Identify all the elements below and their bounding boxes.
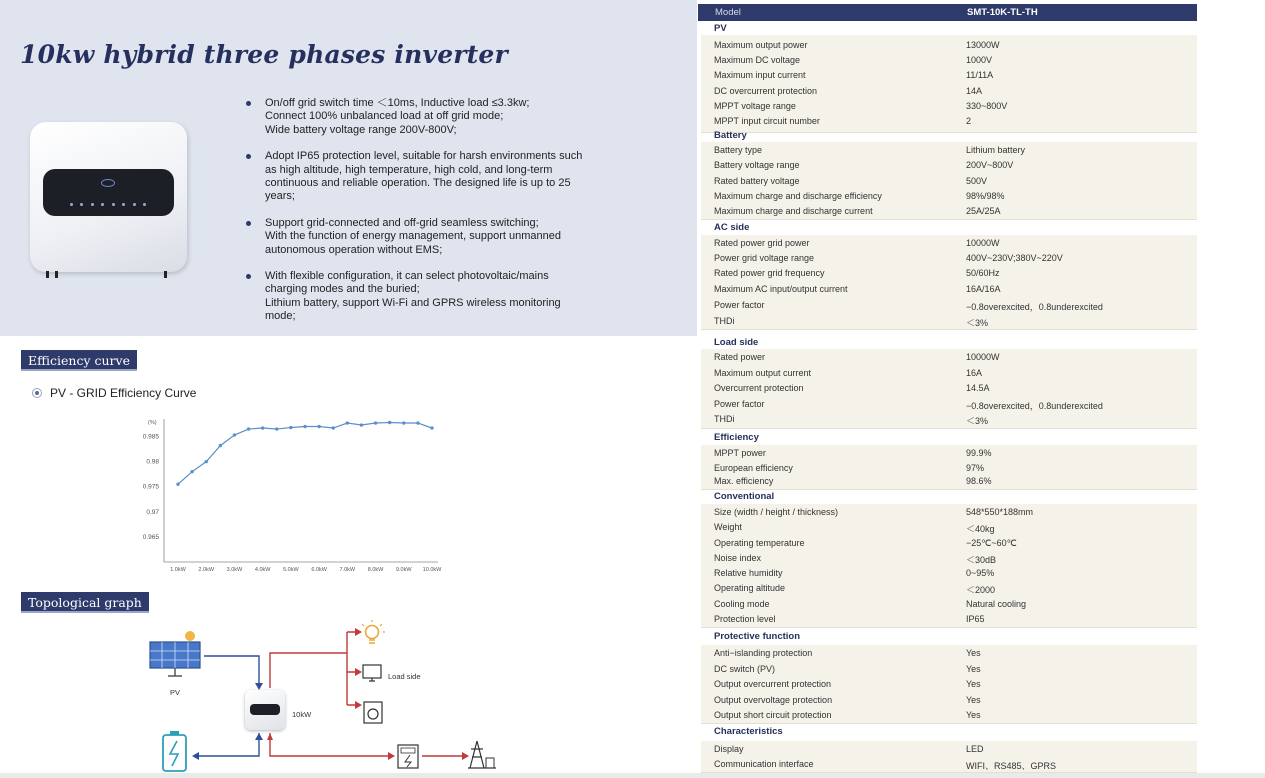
x-tick-label: 10.0kW — [422, 567, 442, 573]
spec-group-background — [701, 504, 1197, 628]
y-tick-label: 0.975 — [142, 483, 159, 491]
spec-key: THDi — [714, 316, 735, 326]
feature-list — [246, 97, 618, 337]
spec-key: Maximum input current — [714, 70, 806, 80]
x-tick-label: 8.0kW — [367, 567, 384, 573]
model-value: SMT-10K-TL-TH — [967, 7, 1038, 18]
battery-icon — [163, 731, 186, 771]
spec-value: 0~95% — [966, 568, 995, 578]
spec-value: 50/60Hz — [966, 268, 1000, 278]
spec-group-title: PV — [714, 23, 727, 34]
spec-key: Maximum DC voltage — [714, 55, 801, 65]
inverter-label: 10kW — [292, 710, 312, 719]
spec-key: Rated power — [714, 352, 766, 362]
spec-value: Yes — [966, 679, 981, 689]
efficiency-data-point — [275, 427, 278, 430]
inverter-to-battery-line — [196, 733, 259, 756]
y-tick-label: 0.98 — [146, 458, 159, 466]
pv-label: PV — [170, 688, 181, 697]
hero-panel — [0, 0, 697, 336]
y-tick-label: 0.97 — [146, 508, 159, 516]
spec-value: 99.9% — [966, 448, 992, 458]
spec-key: Maximum output current — [714, 368, 812, 378]
efficiency-data-point — [261, 426, 264, 429]
spec-value: WIFI、RS485、GPRS — [966, 761, 1057, 771]
efficiency-data-point — [205, 460, 208, 463]
spec-value: Yes — [966, 664, 981, 674]
bullet-icon — [246, 154, 251, 159]
inverter-product-image — [30, 122, 187, 272]
spec-key: Operating altitude — [714, 583, 786, 593]
efficiency-data-point — [388, 421, 391, 424]
spec-key: Power factor — [714, 399, 765, 409]
spec-key: Maximum charge and discharge efficiency — [714, 191, 882, 201]
spec-value: 16A/16A — [966, 284, 1001, 294]
brand-logo-icon — [101, 179, 115, 187]
efficiency-data-point — [332, 426, 335, 429]
model-key: Model — [715, 7, 741, 18]
spec-value: 330~800V — [966, 101, 1008, 111]
spec-key: Display — [714, 744, 744, 754]
spec-value: 25A/25A — [966, 206, 1001, 216]
feature-item: Adopt IP65 protection level, suitable for harsh environments such as high altitude, high temperature, high cold, and long-term continuous and reliable operation. The designed life is up to 25 years; — [246, 150, 618, 204]
efficiency-data-point — [176, 483, 179, 486]
spec-key: Maximum charge and discharge current — [714, 206, 873, 216]
feature-item: Support grid-connected and off-grid seamless switching; With the function of energy management, support unmanned autonomous operation without EMS; — [246, 217, 618, 257]
efficiency-data-point — [247, 427, 250, 430]
specification-table — [697, 0, 1265, 778]
spec-value: 14.5A — [966, 383, 990, 393]
efficiency-data-point — [346, 421, 349, 424]
spec-value: Yes — [966, 695, 981, 705]
spec-value: −0.8overexcited，0.8underexcited — [966, 401, 1103, 411]
spec-group-title: Characteristics — [714, 726, 783, 737]
spec-value: 13000W — [966, 40, 1000, 50]
topological-graph-tab: Topological graph — [21, 592, 149, 613]
inverter-to-meter-line — [270, 733, 390, 756]
status-leds — [70, 203, 146, 206]
x-tick-label: 4.0kW — [254, 567, 271, 573]
spec-group-title: Efficiency — [714, 432, 759, 443]
spec-key: MPPT power — [714, 448, 766, 458]
spec-key: Battery type — [714, 145, 763, 155]
spec-key: Relative humidity — [714, 568, 783, 578]
spec-key: Size (width / height / thickness) — [714, 507, 839, 517]
spec-value: 2 — [966, 116, 972, 126]
efficiency-series-line — [178, 423, 432, 485]
spec-key: Cooling mode — [714, 599, 770, 609]
spec-key: Output short circuit protection — [714, 710, 832, 720]
spec-key: DC overcurrent protection — [714, 86, 818, 96]
spec-value: Yes — [966, 710, 981, 720]
spec-key: Anti−islanding protection — [714, 648, 813, 658]
x-tick-label: 2.0kW — [198, 567, 215, 573]
spec-key: Battery voltage range — [714, 160, 800, 170]
pv-to-inverter-line — [204, 656, 259, 687]
spec-key: Output overcurrent protection — [714, 679, 832, 689]
efficiency-data-point — [402, 421, 405, 424]
load-side-label: Load side — [388, 672, 421, 681]
efficiency-data-point — [416, 421, 419, 424]
spec-group-title: Battery — [714, 130, 747, 141]
spec-value: ＜3% — [966, 416, 989, 426]
legend-radio-icon — [32, 388, 42, 398]
x-tick-label: 1.0kW — [170, 567, 186, 573]
y-tick-label: 0.965 — [142, 533, 159, 541]
spec-group-title: Protective function — [714, 631, 801, 642]
mount-foot — [46, 271, 49, 278]
spec-value: 548*550*188mm — [966, 507, 1034, 517]
spec-value: Yes — [966, 648, 981, 658]
spec-value: LED — [966, 744, 984, 754]
lightbulb-icon — [359, 620, 385, 643]
efficiency-chart — [136, 413, 456, 578]
spec-value: ＜30dB — [966, 555, 997, 565]
spec-group-title: Load side — [714, 337, 759, 348]
spec-key: Operating temperature — [714, 538, 805, 548]
efficiency-data-point — [219, 444, 222, 447]
inverter-display-panel — [43, 169, 174, 216]
efficiency-data-point — [233, 433, 236, 436]
meter-icon — [398, 745, 418, 768]
spec-key: Communication interface — [714, 759, 814, 769]
page-title: 10kw hybrid three phases inverter — [20, 40, 508, 69]
spec-value: 10000W — [966, 352, 1000, 362]
y-axis-unit-label: (%) — [148, 420, 157, 426]
efficiency-data-point — [317, 425, 320, 428]
spec-value: 14A — [966, 86, 983, 96]
topology-diagram — [0, 620, 697, 778]
spec-value: 10000W — [966, 238, 1000, 248]
efficiency-data-point — [430, 426, 433, 429]
efficiency-data-point — [289, 426, 292, 429]
efficiency-data-point — [374, 421, 377, 424]
spec-value: 11/11A — [966, 70, 994, 80]
spec-value: ＜3% — [966, 318, 989, 328]
spec-value: 97% — [966, 463, 985, 473]
mount-foot — [55, 271, 58, 278]
page-bottom-rule — [0, 773, 1265, 778]
efficiency-data-point — [360, 423, 363, 426]
y-tick-label: 0.985 — [142, 433, 159, 441]
spec-key: Maximum output power — [714, 40, 808, 50]
chart-legend — [32, 386, 196, 400]
efficiency-curve-tab: Efficiency curve — [21, 350, 137, 371]
solar-panel-icon — [150, 631, 200, 676]
bullet-icon — [246, 274, 251, 279]
spec-key: Rated battery voltage — [714, 176, 800, 186]
spec-value: 200V~800V — [966, 160, 1014, 170]
spec-key: Noise index — [714, 553, 762, 563]
spec-value: 500V — [966, 176, 988, 186]
x-tick-label: 5.0kW — [283, 567, 299, 573]
spec-value: 400V~230V;380V~220V — [966, 253, 1063, 263]
spec-group-background — [701, 235, 1197, 330]
spec-key: Power grid voltage range — [714, 253, 815, 263]
x-tick-label: 6.0kW — [311, 567, 327, 573]
spec-key: Power factor — [714, 300, 765, 310]
spec-group-title: Conventional — [714, 491, 775, 502]
legend-label: PV - GRID Efficiency Curve — [50, 386, 197, 400]
spec-group-title: AC side — [714, 222, 750, 233]
spec-key: European efficiency — [714, 463, 793, 473]
spec-value: ＜40kg — [966, 524, 995, 534]
spec-value: IP65 — [966, 614, 985, 624]
spec-value: −25℃~60℃ — [966, 538, 1017, 548]
bullet-icon — [246, 221, 251, 226]
efficiency-data-point — [190, 470, 193, 473]
spec-key: THDi — [714, 414, 735, 424]
spec-key: DC switch (PV) — [714, 664, 776, 674]
spec-key: Maximum AC input/output current — [714, 284, 848, 294]
spec-value: 16A — [966, 368, 983, 378]
spec-value: Lithium battery — [966, 145, 1026, 155]
x-tick-label: 7.0kW — [339, 567, 356, 573]
spec-key: MPPT input circuit number — [714, 116, 820, 126]
spec-key: Output overvoltage protection — [714, 695, 833, 705]
spec-value: 1000V — [966, 55, 993, 65]
spec-key: Rated power grid power — [714, 238, 810, 248]
feature-item: On/off grid switch time ＜10ms, Inductive load ≤3.3kw; Connect 100% unbalanced load at off grid mode; Wide battery voltage range 200V-800V; — [246, 97, 618, 137]
spec-key: Rated power grid frequency — [714, 268, 825, 278]
x-tick-label: 9.0kW — [395, 567, 412, 573]
washing-machine-icon — [364, 702, 382, 723]
spec-value: 98.6% — [966, 476, 992, 486]
inverter-icon — [245, 690, 285, 730]
spec-value: Natural cooling — [966, 599, 1027, 609]
x-tick-label: 3.0kW — [226, 567, 243, 573]
power-grid-tower-icon — [468, 741, 496, 768]
model-header-row — [698, 4, 1197, 21]
bullet-icon — [246, 101, 251, 106]
spec-value: −0.8overexcited，0.8underexcited — [966, 302, 1103, 312]
monitor-icon — [363, 665, 381, 681]
spec-value: 98%/98% — [966, 191, 1005, 201]
efficiency-data-point — [303, 425, 306, 428]
spec-key: Overcurrent protection — [714, 383, 804, 393]
spec-key: Protection level — [714, 614, 776, 624]
spec-key: Max. efficiency — [714, 476, 774, 486]
spec-key: Weight — [714, 522, 742, 532]
spec-key: MPPT voltage range — [714, 101, 796, 111]
feature-item: With flexible configuration, it can select photovoltaic/mains charging modes and the buried; Lithium battery, support Wi-Fi and GPRS wireless monitoring mode; — [246, 270, 618, 324]
spec-value: ＜2000 — [966, 585, 996, 595]
mount-foot — [164, 271, 167, 278]
